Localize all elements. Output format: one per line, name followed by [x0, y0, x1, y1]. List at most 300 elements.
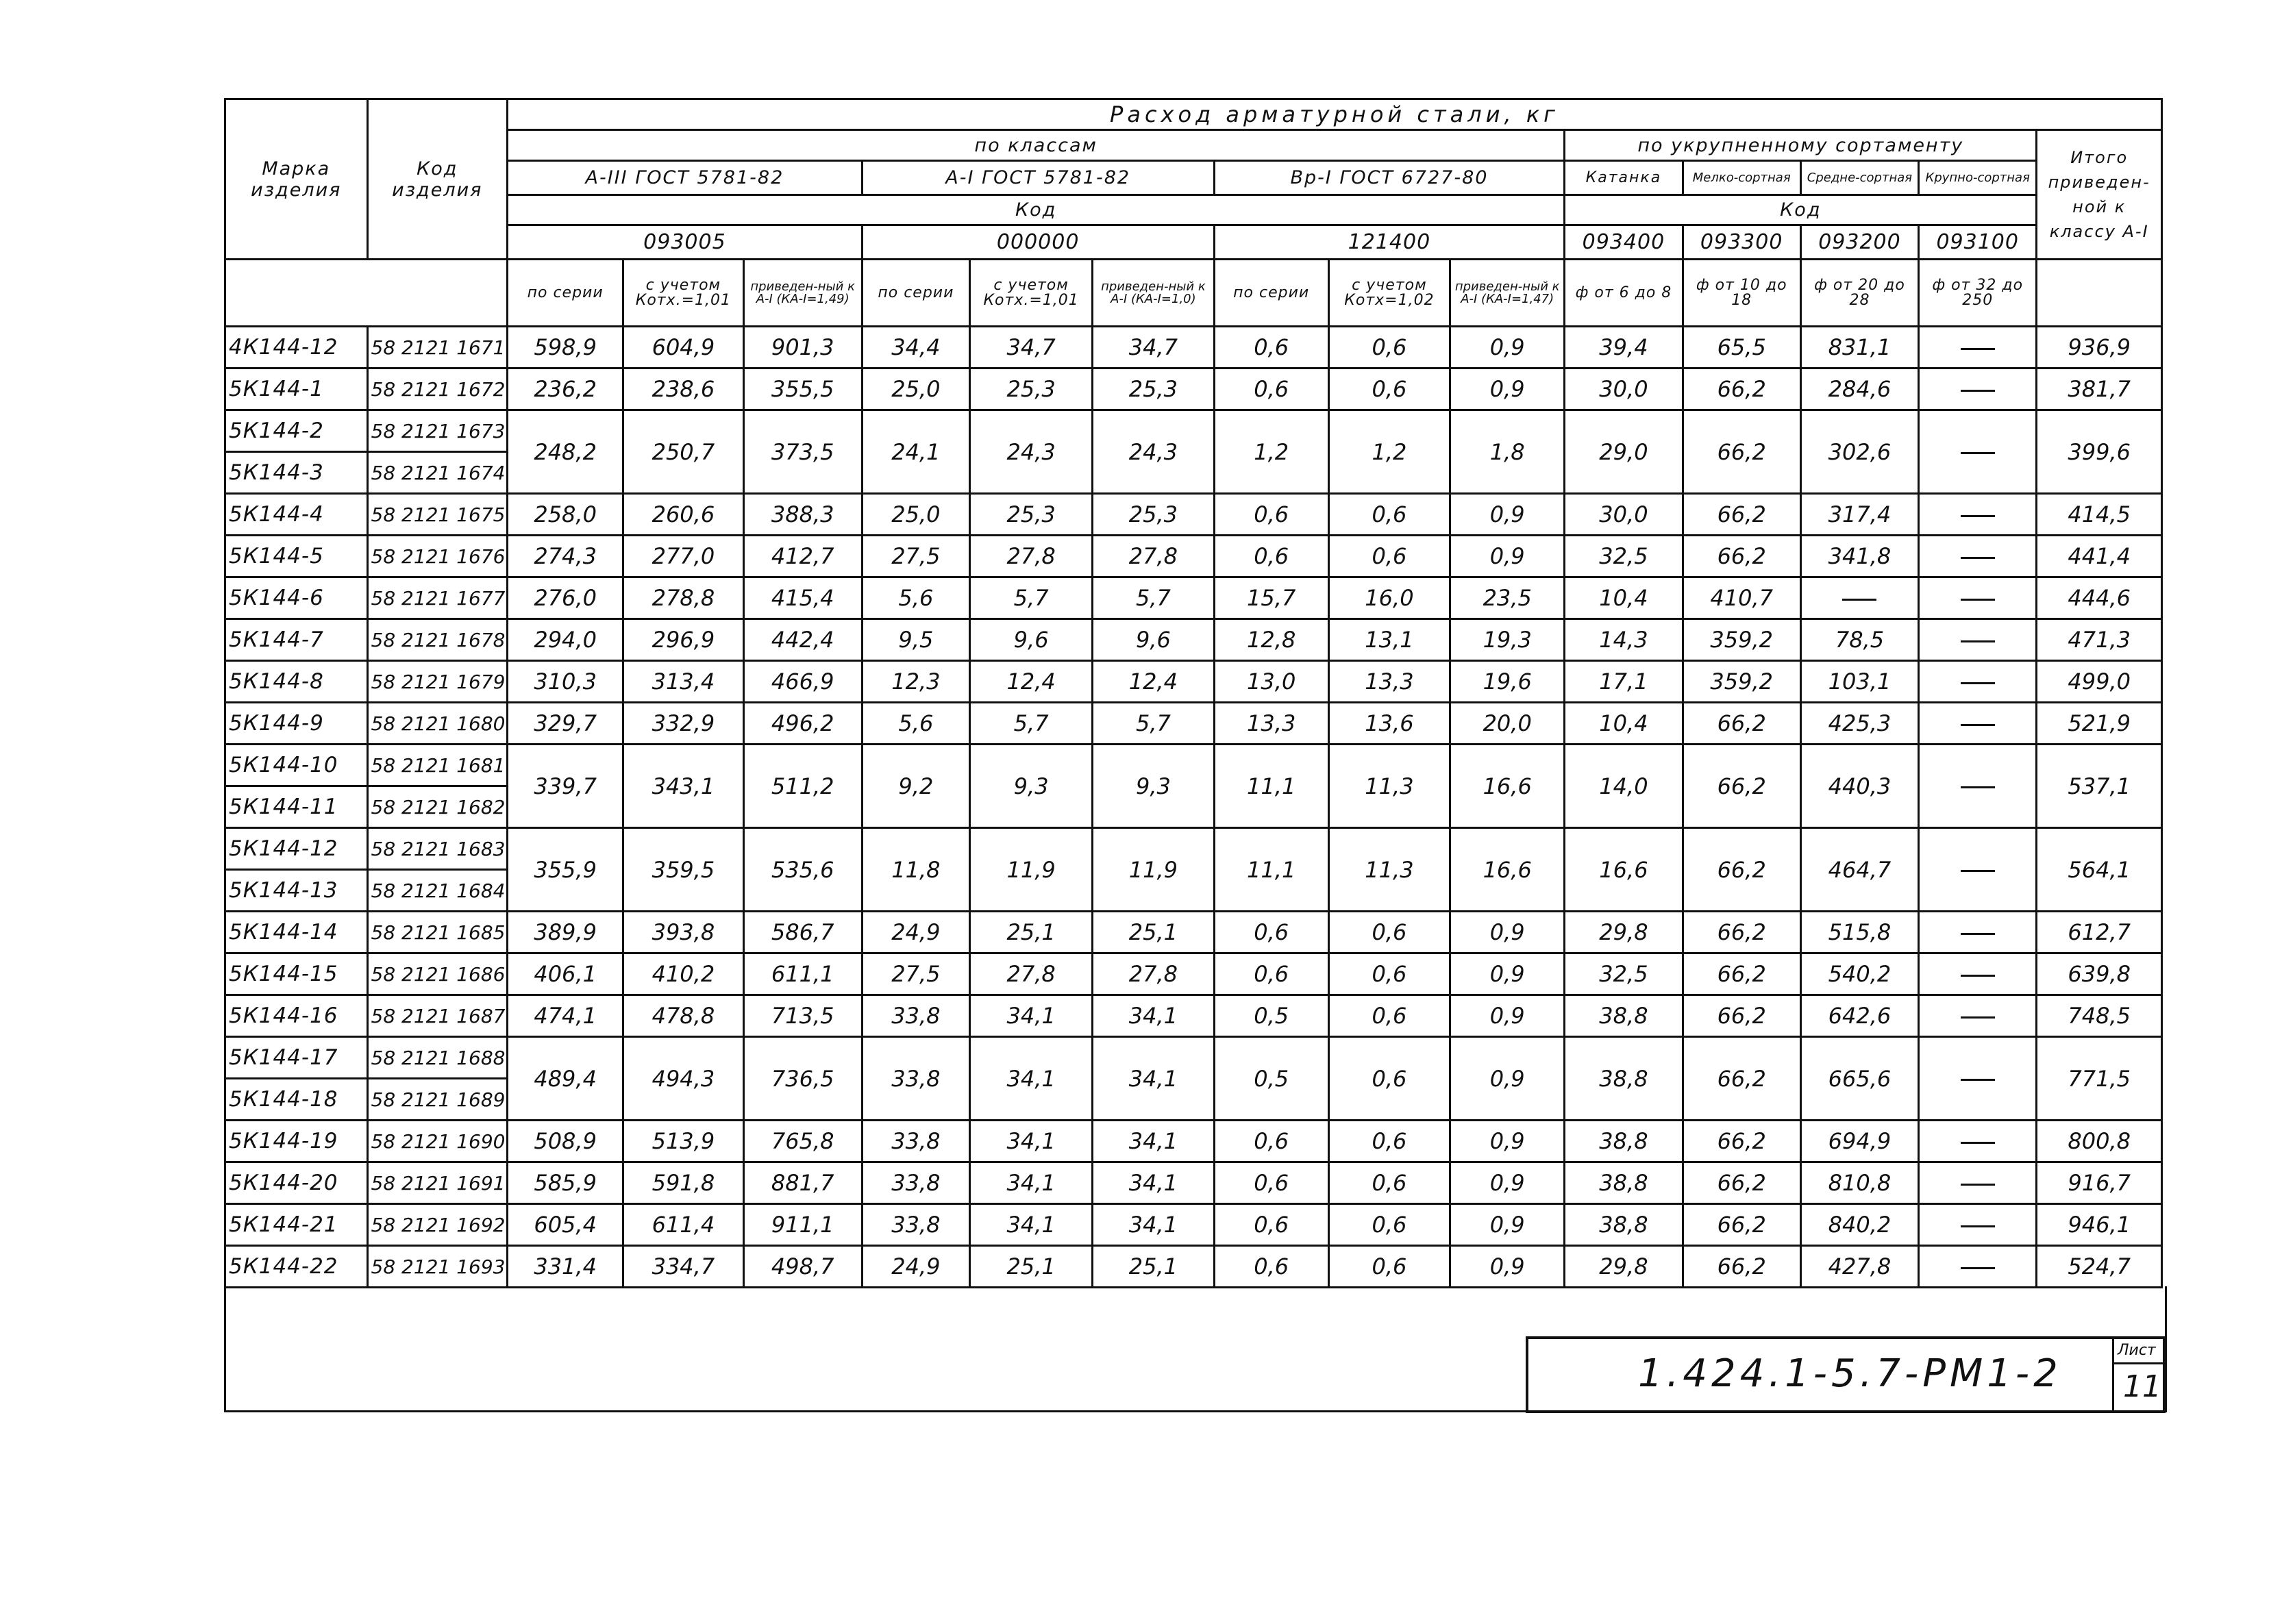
- table-row: [225, 577, 2162, 619]
- product-mark: 5К144-19: [225, 1121, 368, 1162]
- product-code: 58 2121 1680: [367, 703, 508, 745]
- code-sredne: 093200: [1800, 225, 1918, 260]
- value-cell: 410,7: [1683, 577, 1800, 619]
- value-cell: 9,6: [1093, 619, 1214, 661]
- value-cell: 355,5: [743, 368, 862, 410]
- value-cell: 34,4: [862, 327, 969, 368]
- value-cell: 24,9: [862, 1246, 969, 1288]
- value-cell: 38,8: [1565, 1162, 1683, 1204]
- value-cell: 810,8: [1800, 1162, 1918, 1204]
- value-cell: 13,1: [1328, 619, 1450, 661]
- drawing-sheet: [224, 98, 2163, 1410]
- code-katanka: 093400: [1565, 225, 1683, 260]
- value-cell: 236,2: [508, 368, 623, 410]
- header-by-classes: по классам: [508, 130, 1565, 161]
- product-code: 58 2121 1684: [367, 870, 508, 912]
- value-cell: 34,1: [1093, 1204, 1214, 1246]
- value-cell: 302,6: [1800, 410, 1918, 494]
- table-row: [225, 494, 2162, 536]
- value-cell: 388,3: [743, 494, 862, 536]
- value-cell: 694,9: [1800, 1121, 1918, 1162]
- value-cell: 12,4: [969, 661, 1092, 703]
- value-cell: 13,3: [1328, 661, 1450, 703]
- value-cell: 25,3: [969, 368, 1092, 410]
- value-cell: 296,9: [623, 619, 743, 661]
- value-cell: 33,8: [862, 1121, 969, 1162]
- value-cell: 359,5: [623, 828, 743, 912]
- product-mark: 5К144-4: [225, 494, 368, 536]
- value-cell: 0,9: [1450, 1204, 1565, 1246]
- value-cell: 27,5: [862, 953, 969, 995]
- value-cell: [1919, 828, 2037, 912]
- value-cell: 537,1: [2037, 745, 2162, 828]
- table-row: [225, 1162, 2162, 1204]
- value-cell: 0,6: [1328, 536, 1450, 577]
- dash-mark: [1961, 1016, 1995, 1019]
- header-spacer: [225, 260, 508, 327]
- value-cell: 415,4: [743, 577, 862, 619]
- dash-mark: [1842, 599, 1876, 601]
- value-cell: 0,5: [1214, 995, 1328, 1037]
- value-cell: 9,2: [862, 745, 969, 828]
- value-cell: 9,5: [862, 619, 969, 661]
- product-code: 58 2121 1692: [367, 1204, 508, 1246]
- stamp-divider: [2112, 1339, 2114, 1410]
- value-cell: 0,6: [1328, 1037, 1450, 1121]
- product-mark: 5К144-5: [225, 536, 368, 577]
- value-cell: 25,0: [862, 494, 969, 536]
- value-cell: 294,0: [508, 619, 623, 661]
- value-cell: 274,3: [508, 536, 623, 577]
- value-cell: 66,2: [1683, 1204, 1800, 1246]
- table-row: [225, 368, 2162, 410]
- table-row: [225, 1246, 2162, 1288]
- value-cell: 25,3: [1093, 368, 1214, 410]
- value-cell: 341,8: [1800, 536, 1918, 577]
- value-cell: 34,1: [969, 995, 1092, 1037]
- table-row: [225, 327, 2162, 368]
- value-cell: 0,6: [1214, 1246, 1328, 1288]
- value-cell: 373,5: [743, 410, 862, 494]
- sheet-label: Лист: [2118, 1342, 2156, 1359]
- product-code: 58 2121 1678: [367, 619, 508, 661]
- dash-mark: [1961, 724, 1995, 726]
- value-cell: 0,6: [1328, 953, 1450, 995]
- value-cell: 0,6: [1328, 1246, 1450, 1288]
- value-cell: 478,8: [623, 995, 743, 1037]
- value-cell: 33,8: [862, 1037, 969, 1121]
- value-cell: [1919, 1037, 2037, 1121]
- product-code: 58 2121 1682: [367, 786, 508, 828]
- value-cell: 0,9: [1450, 1121, 1565, 1162]
- value-cell: 38,8: [1565, 1037, 1683, 1121]
- value-cell: 332,9: [623, 703, 743, 745]
- value-cell: 474,1: [508, 995, 623, 1037]
- value-cell: 66,2: [1683, 1162, 1800, 1204]
- value-cell: 34,1: [1093, 1162, 1214, 1204]
- value-cell: 29,0: [1565, 410, 1683, 494]
- value-cell: 66,2: [1683, 995, 1800, 1037]
- value-cell: 276,0: [508, 577, 623, 619]
- value-cell: 0,6: [1328, 995, 1450, 1037]
- value-cell: 284,6: [1800, 368, 1918, 410]
- dash-mark: [1961, 390, 1995, 392]
- sheet-number: 11: [2123, 1369, 2161, 1404]
- value-cell: [1919, 410, 2037, 494]
- value-cell: 32,5: [1565, 953, 1683, 995]
- value-cell: 11,3: [1328, 745, 1450, 828]
- value-cell: 0,6: [1328, 494, 1450, 536]
- value-cell: 66,2: [1683, 912, 1800, 953]
- value-cell: 359,2: [1683, 619, 1800, 661]
- dash-mark: [1961, 1225, 1995, 1227]
- product-code: 58 2121 1690: [367, 1121, 508, 1162]
- value-cell: 515,8: [1800, 912, 1918, 953]
- product-mark: 5К144-18: [225, 1079, 368, 1121]
- value-cell: 34,1: [1093, 1121, 1214, 1162]
- product-code: 58 2121 1679: [367, 661, 508, 703]
- value-cell: [1919, 368, 2037, 410]
- value-cell: 11,1: [1214, 745, 1328, 828]
- value-cell: 765,8: [743, 1121, 862, 1162]
- value-cell: 0,9: [1450, 536, 1565, 577]
- value-cell: 9,6: [969, 619, 1092, 661]
- value-cell: 25,0: [862, 368, 969, 410]
- sub-a1-priv: приведен-ный к А-I (КА-I=1,0): [1093, 260, 1214, 327]
- value-cell: 66,2: [1683, 368, 1800, 410]
- value-cell: 10,4: [1565, 703, 1683, 745]
- value-cell: 29,8: [1565, 912, 1683, 953]
- value-cell: 27,8: [969, 953, 1092, 995]
- table-title: Расход арматурной стали, кг: [508, 99, 2162, 130]
- header-sredne: Средне-сортная: [1800, 161, 1918, 195]
- sub-a3-po-serii: по серии: [508, 260, 623, 327]
- value-cell: 0,6: [1214, 368, 1328, 410]
- product-code: 58 2121 1673: [367, 410, 508, 452]
- product-mark: 5К144-17: [225, 1037, 368, 1079]
- header-melko: Мелко-сортная: [1683, 161, 1800, 195]
- value-cell: 0,6: [1214, 536, 1328, 577]
- value-cell: 16,0: [1328, 577, 1450, 619]
- value-cell: 25,1: [969, 912, 1092, 953]
- value-cell: 713,5: [743, 995, 862, 1037]
- value-cell: 25,1: [1093, 912, 1214, 953]
- value-cell: 16,6: [1450, 828, 1565, 912]
- dash-mark: [1961, 1267, 1995, 1269]
- value-cell: 277,0: [623, 536, 743, 577]
- value-cell: 412,7: [743, 536, 862, 577]
- stamp-divider-h: [2112, 1362, 2163, 1364]
- table-row: [225, 619, 2162, 661]
- value-cell: 34,1: [969, 1162, 1092, 1204]
- value-cell: 444,6: [2037, 577, 2162, 619]
- sub-vr-k: с учетом Котх=1,02: [1328, 260, 1450, 327]
- value-cell: 911,1: [743, 1204, 862, 1246]
- product-code: 58 2121 1681: [367, 745, 508, 786]
- value-cell: 66,2: [1683, 953, 1800, 995]
- product-mark: 5К144-7: [225, 619, 368, 661]
- value-cell: [1919, 912, 2037, 953]
- header-total: Итого приведен-ной к классу А-I: [2037, 130, 2162, 260]
- value-cell: 25,1: [1093, 1246, 1214, 1288]
- value-cell: 317,4: [1800, 494, 1918, 536]
- value-cell: [1800, 577, 1918, 619]
- value-cell: 591,8: [623, 1162, 743, 1204]
- value-cell: 38,8: [1565, 995, 1683, 1037]
- value-cell: 831,1: [1800, 327, 1918, 368]
- dash-mark: [1961, 557, 1995, 559]
- product-mark: 5К144-6: [225, 577, 368, 619]
- table-row: [225, 1037, 2162, 1079]
- value-cell: 0,9: [1450, 1246, 1565, 1288]
- dash-mark: [1961, 933, 1995, 935]
- value-cell: 389,9: [508, 912, 623, 953]
- value-cell: 441,4: [2037, 536, 2162, 577]
- product-mark: 5К144-14: [225, 912, 368, 953]
- value-cell: 11,8: [862, 828, 969, 912]
- value-cell: 466,9: [743, 661, 862, 703]
- table-row: [225, 1204, 2162, 1246]
- header-mark: Марка изделия: [225, 99, 368, 260]
- value-cell: [1919, 661, 2037, 703]
- value-cell: 0,6: [1328, 1204, 1450, 1246]
- value-cell: 881,7: [743, 1162, 862, 1204]
- steel-consumption-table: [224, 98, 2163, 1288]
- dash-mark: [1961, 682, 1995, 684]
- value-cell: 14,3: [1565, 619, 1683, 661]
- table-row: [225, 1121, 2162, 1162]
- product-mark: 5К144-3: [225, 452, 368, 494]
- value-cell: 0,6: [1328, 1121, 1450, 1162]
- value-cell: [1919, 703, 2037, 745]
- value-cell: 32,5: [1565, 536, 1683, 577]
- value-cell: 66,2: [1683, 1246, 1800, 1288]
- sub-d1: ф от 6 до 8: [1565, 260, 1683, 327]
- product-code: 58 2121 1686: [367, 953, 508, 995]
- product-code: 58 2121 1672: [367, 368, 508, 410]
- sub-a3-priv: приведен-ный к А-I (КА-I=1,49): [743, 260, 862, 327]
- value-cell: 0,6: [1214, 1162, 1328, 1204]
- value-cell: 34,1: [969, 1121, 1092, 1162]
- product-mark: 5К144-21: [225, 1204, 368, 1246]
- dash-mark: [1961, 515, 1995, 517]
- value-cell: 736,5: [743, 1037, 862, 1121]
- product-code: 58 2121 1685: [367, 912, 508, 953]
- value-cell: 399,6: [2037, 410, 2162, 494]
- value-cell: 0,6: [1214, 494, 1328, 536]
- value-cell: 25,3: [969, 494, 1092, 536]
- value-cell: 66,2: [1683, 494, 1800, 536]
- value-cell: 34,1: [969, 1204, 1092, 1246]
- product-code: 58 2121 1675: [367, 494, 508, 536]
- table-row: [225, 745, 2162, 786]
- value-cell: 34,1: [1093, 1037, 1214, 1121]
- value-cell: 0,9: [1450, 1162, 1565, 1204]
- value-cell: 33,8: [862, 1204, 969, 1246]
- value-cell: 410,2: [623, 953, 743, 995]
- value-cell: 15,7: [1214, 577, 1328, 619]
- value-cell: 66,2: [1683, 1037, 1800, 1121]
- value-cell: 0,6: [1214, 1204, 1328, 1246]
- value-cell: 343,1: [623, 745, 743, 828]
- dash-mark: [1961, 975, 1995, 977]
- value-cell: 5,7: [1093, 577, 1214, 619]
- product-code: 58 2121 1676: [367, 536, 508, 577]
- value-cell: 0,6: [1214, 327, 1328, 368]
- value-cell: 66,2: [1683, 410, 1800, 494]
- value-cell: 5,6: [862, 577, 969, 619]
- value-cell: 604,9: [623, 327, 743, 368]
- value-cell: 1,2: [1328, 410, 1450, 494]
- code-krupno: 093100: [1919, 225, 2037, 260]
- value-cell: 414,5: [2037, 494, 2162, 536]
- value-cell: 508,9: [508, 1121, 623, 1162]
- value-cell: 14,0: [1565, 745, 1683, 828]
- value-cell: 24,3: [1093, 410, 1214, 494]
- value-cell: 511,2: [743, 745, 862, 828]
- value-cell: 496,2: [743, 703, 862, 745]
- value-cell: 11,9: [1093, 828, 1214, 912]
- value-cell: 19,6: [1450, 661, 1565, 703]
- value-cell: 248,2: [508, 410, 623, 494]
- table-row: [225, 912, 2162, 953]
- value-cell: 916,7: [2037, 1162, 2162, 1204]
- sub-d2: ф от 10 до 18: [1683, 260, 1800, 327]
- value-cell: [1919, 1162, 2037, 1204]
- value-cell: 440,3: [1800, 745, 1918, 828]
- value-cell: 12,3: [862, 661, 969, 703]
- dash-mark: [1961, 1142, 1995, 1144]
- value-cell: 23,5: [1450, 577, 1565, 619]
- product-mark: 4К144-12: [225, 327, 368, 368]
- product-mark: 5К144-10: [225, 745, 368, 786]
- product-mark: 5К144-2: [225, 410, 368, 452]
- value-cell: 535,6: [743, 828, 862, 912]
- header-class-a1: А-I ГОСТ 5781-82: [862, 161, 1214, 195]
- value-cell: 78,5: [1800, 619, 1918, 661]
- value-cell: 24,1: [862, 410, 969, 494]
- value-cell: 1,2: [1214, 410, 1328, 494]
- product-code: 58 2121 1688: [367, 1037, 508, 1079]
- value-cell: 748,5: [2037, 995, 2162, 1037]
- product-code: 58 2121 1671: [367, 327, 508, 368]
- value-cell: 611,1: [743, 953, 862, 995]
- value-cell: 334,7: [623, 1246, 743, 1288]
- product-mark: 5К144-16: [225, 995, 368, 1037]
- sub-d3: ф от 20 до 28: [1800, 260, 1918, 327]
- table-row: [225, 536, 2162, 577]
- dash-mark: [1961, 1079, 1995, 1081]
- value-cell: 13,0: [1214, 661, 1328, 703]
- value-cell: 800,8: [2037, 1121, 2162, 1162]
- dash-mark: [1961, 1184, 1995, 1186]
- dash-mark: [1961, 599, 1995, 601]
- dash-mark: [1961, 452, 1995, 454]
- value-cell: 13,3: [1214, 703, 1328, 745]
- product-code: 58 2121 1687: [367, 995, 508, 1037]
- value-cell: 24,3: [969, 410, 1092, 494]
- value-cell: 33,8: [862, 1162, 969, 1204]
- value-cell: 489,4: [508, 1037, 623, 1121]
- value-cell: 665,6: [1800, 1037, 1918, 1121]
- value-cell: 238,6: [623, 368, 743, 410]
- document-code: 1.424.1-5.7-РМ1-2: [1638, 1351, 2062, 1396]
- table-row: [225, 661, 2162, 703]
- value-cell: 425,3: [1800, 703, 1918, 745]
- value-cell: 13,6: [1328, 703, 1450, 745]
- product-code: 58 2121 1677: [367, 577, 508, 619]
- value-cell: 16,6: [1565, 828, 1683, 912]
- value-cell: 1,8: [1450, 410, 1565, 494]
- dash-mark: [1961, 348, 1995, 350]
- value-cell: [1919, 745, 2037, 828]
- header-class-vr1: Вр-I ГОСТ 6727-80: [1214, 161, 1565, 195]
- value-cell: 17,1: [1565, 661, 1683, 703]
- product-mark: 5К144-22: [225, 1246, 368, 1288]
- value-cell: 66,2: [1683, 536, 1800, 577]
- value-cell: [1919, 1204, 2037, 1246]
- code-a3: 093005: [508, 225, 863, 260]
- sub-vr-priv: приведен-ный к А-I (КА-I=1,47): [1450, 260, 1565, 327]
- value-cell: [1919, 619, 2037, 661]
- value-cell: 19,3: [1450, 619, 1565, 661]
- value-cell: 901,3: [743, 327, 862, 368]
- value-cell: 27,8: [1093, 953, 1214, 995]
- value-cell: 16,6: [1450, 745, 1565, 828]
- value-cell: 30,0: [1565, 494, 1683, 536]
- value-cell: 586,7: [743, 912, 862, 953]
- document-stamp: [1526, 1336, 2166, 1413]
- value-cell: 946,1: [2037, 1204, 2162, 1246]
- code-melko: 093300: [1683, 225, 1800, 260]
- sub-a1-k: с учетом Котх.=1,01: [969, 260, 1092, 327]
- value-cell: 30,0: [1565, 368, 1683, 410]
- value-cell: [1919, 953, 2037, 995]
- dash-mark: [1961, 870, 1995, 872]
- value-cell: 427,8: [1800, 1246, 1918, 1288]
- value-cell: 65,5: [1683, 327, 1800, 368]
- value-cell: 840,2: [1800, 1204, 1918, 1246]
- value-cell: 24,9: [862, 912, 969, 953]
- value-cell: [1919, 995, 2037, 1037]
- value-cell: 0,9: [1450, 494, 1565, 536]
- value-cell: 0,6: [1328, 1162, 1450, 1204]
- sub-d4: ф от 32 до 250: [1919, 260, 2037, 327]
- value-cell: 498,7: [743, 1246, 862, 1288]
- table-row: [225, 995, 2162, 1037]
- value-cell: 393,8: [623, 912, 743, 953]
- product-mark: 5К144-12: [225, 828, 368, 870]
- value-cell: 464,7: [1800, 828, 1918, 912]
- product-mark: 5К144-11: [225, 786, 368, 828]
- value-cell: 9,3: [1093, 745, 1214, 828]
- value-cell: 103,1: [1800, 661, 1918, 703]
- value-cell: 12,4: [1093, 661, 1214, 703]
- value-cell: 499,0: [2037, 661, 2162, 703]
- value-cell: [1919, 327, 2037, 368]
- value-cell: 27,5: [862, 536, 969, 577]
- value-cell: 331,4: [508, 1246, 623, 1288]
- value-cell: 585,9: [508, 1162, 623, 1204]
- value-cell: 11,9: [969, 828, 1092, 912]
- sub-vr-po-serii: по серии: [1214, 260, 1328, 327]
- value-cell: 381,7: [2037, 368, 2162, 410]
- value-cell: [1919, 1246, 2037, 1288]
- header-kod-assortment: Код: [1565, 195, 2037, 225]
- value-cell: 66,2: [1683, 828, 1800, 912]
- value-cell: [1919, 536, 2037, 577]
- value-cell: 66,2: [1683, 1121, 1800, 1162]
